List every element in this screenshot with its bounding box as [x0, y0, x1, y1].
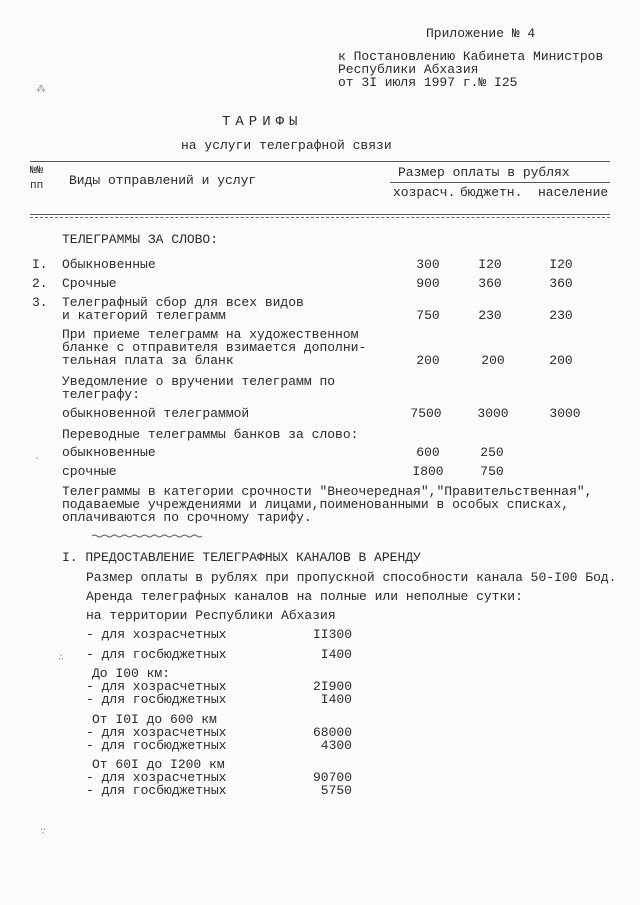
row-value-a: 300 [416, 257, 440, 272]
row-value-c: 360 [549, 276, 573, 291]
urgent-note-line-2: подаваемые учреждениями и лицами,поименованными в особых списках, [62, 497, 570, 512]
tariff-label: - для хозрасчетных [86, 627, 227, 642]
page-subtitle: на услуги телеграфной связи [181, 138, 392, 153]
tariff-value: I400 [320, 647, 352, 662]
num-col-label-1: №№ [30, 165, 44, 177]
tariff-label: - для госбюджетных [86, 738, 227, 753]
distance-group-label: От I0I до 600 км [92, 712, 217, 727]
page-title: ТАРИФЫ [222, 114, 303, 130]
bank-telegrams-heading: Переводные телеграммы банков за слово: [62, 427, 359, 442]
col-budget: бюджетн. [460, 185, 523, 200]
row-label: Срочные [62, 276, 117, 291]
scan-speck: ∵ [40, 827, 47, 838]
artistic-blank-line-1: При приеме телеграмм на художественном [62, 327, 359, 342]
tariff-label: - для хозрасчетных [86, 725, 227, 740]
row-number: I. [32, 257, 48, 272]
tariff-value: 68000 [312, 725, 352, 740]
notice-ordinary-label: обыкновенной телеграммой [62, 406, 250, 421]
tariff-value: 5750 [320, 783, 352, 798]
appendix-number: Приложение № 4 [426, 26, 536, 41]
payment-subheader-rule [390, 182, 610, 183]
types-col-header: Виды отправлений и услуг [69, 173, 257, 188]
artistic-value-b: 200 [481, 353, 505, 368]
scan-speck: · [34, 454, 41, 465]
row-label-line-2: и категорий телеграмм [62, 308, 226, 323]
row-number: 2. [32, 276, 48, 291]
distance-group-label: До I00 км: [92, 666, 171, 681]
table-top-rule [30, 161, 610, 162]
notice-value-a: 7500 [410, 406, 442, 421]
artistic-value-a: 200 [416, 353, 440, 368]
row-number: 3. [32, 295, 48, 310]
bank-urgent-value-b: 750 [480, 464, 504, 479]
row-label: Обыкновенные [62, 257, 156, 272]
channels-para-3: на территории Республики Абхазия [86, 608, 336, 623]
payment-size-header: Размер оплаты в рублях [398, 165, 570, 180]
tariff-value: II300 [312, 627, 352, 642]
notice-value-b: 3000 [477, 406, 509, 421]
channels-heading: I. ПРЕДОСТАВЛЕНИЕ ТЕЛЕГРАФНЫХ КАНАЛОВ В АРЕНДУ [62, 550, 421, 565]
notice-line-1: Уведомление о вручении телеграмм по [62, 374, 336, 389]
tariff-label: - для хозрасчетных [86, 679, 227, 694]
notice-line-2: телеграфу: [62, 387, 141, 402]
tariff-label: - для госбюджетных [86, 692, 227, 707]
row-value-a: 750 [416, 308, 440, 323]
tariff-value: I400 [320, 692, 352, 707]
row-value-b: 230 [478, 308, 502, 323]
artistic-blank-line-2: бланке с отправителя взимается дополни- [62, 340, 367, 355]
urgent-note-line-1: Телеграммы в категории срочности "Внеочередная","Правительственная", [62, 484, 593, 499]
row-value-b: I20 [478, 257, 502, 272]
tariff-label: - для хозрасчетных [86, 770, 227, 785]
bank-ordinary-label: обыкновенные [62, 445, 156, 460]
artistic-value-c: 200 [549, 353, 573, 368]
row-value-b: 360 [478, 276, 502, 291]
table-header-rule-2 [30, 217, 610, 218]
row-value-c: 230 [549, 308, 573, 323]
channels-para-1: Размер оплаты в рублях при пропускной способности канала 50-I00 Бод. [86, 570, 617, 585]
tariff-label: - для госбюджетных [86, 647, 227, 662]
table-header-rule-1 [30, 214, 610, 215]
tariff-value: 90700 [312, 770, 352, 785]
wavy-divider [92, 534, 202, 538]
row-label-line-1: Телеграфный сбор для всех видов [62, 295, 304, 310]
bank-urgent-value-a: I800 [412, 464, 444, 479]
col-population: население [538, 185, 609, 200]
distance-group-label: От 60I до I200 км [92, 757, 225, 772]
scan-speck: ∴ [58, 653, 65, 664]
urgent-note-line-3: оплачиваются по срочному тарифу. [62, 510, 312, 525]
artistic-blank-line-3: тельная плата за бланк [62, 353, 234, 368]
notice-value-c: 3000 [549, 406, 581, 421]
channels-para-2: Аренда телеграфных каналов на полные или неполные сутки: [86, 589, 523, 604]
col-self-financed: хозрасч. [393, 185, 456, 200]
tariff-value: 2I900 [312, 679, 352, 694]
row-value-c: I20 [549, 257, 573, 272]
scan-speck: ⁂ [36, 85, 46, 96]
tariff-label: - для госбюджетных [86, 783, 227, 798]
bank-ordinary-value-a: 600 [416, 445, 440, 460]
decree-line-2: Республики Абхазия [338, 62, 479, 77]
bank-ordinary-value-b: 250 [480, 445, 504, 460]
num-col-label-2: пп [30, 180, 44, 192]
bank-urgent-label: срочные [62, 464, 117, 479]
decree-line-3: от 3I июля 1997 г.№ I25 [338, 75, 518, 90]
decree-line-1: к Постановлению Кабинета Министров [338, 49, 604, 64]
section-telegrams-per-word: ТЕЛЕГРАММЫ ЗА СЛОВО: [62, 232, 219, 247]
tariff-value: 4300 [320, 738, 352, 753]
row-value-a: 900 [416, 276, 440, 291]
